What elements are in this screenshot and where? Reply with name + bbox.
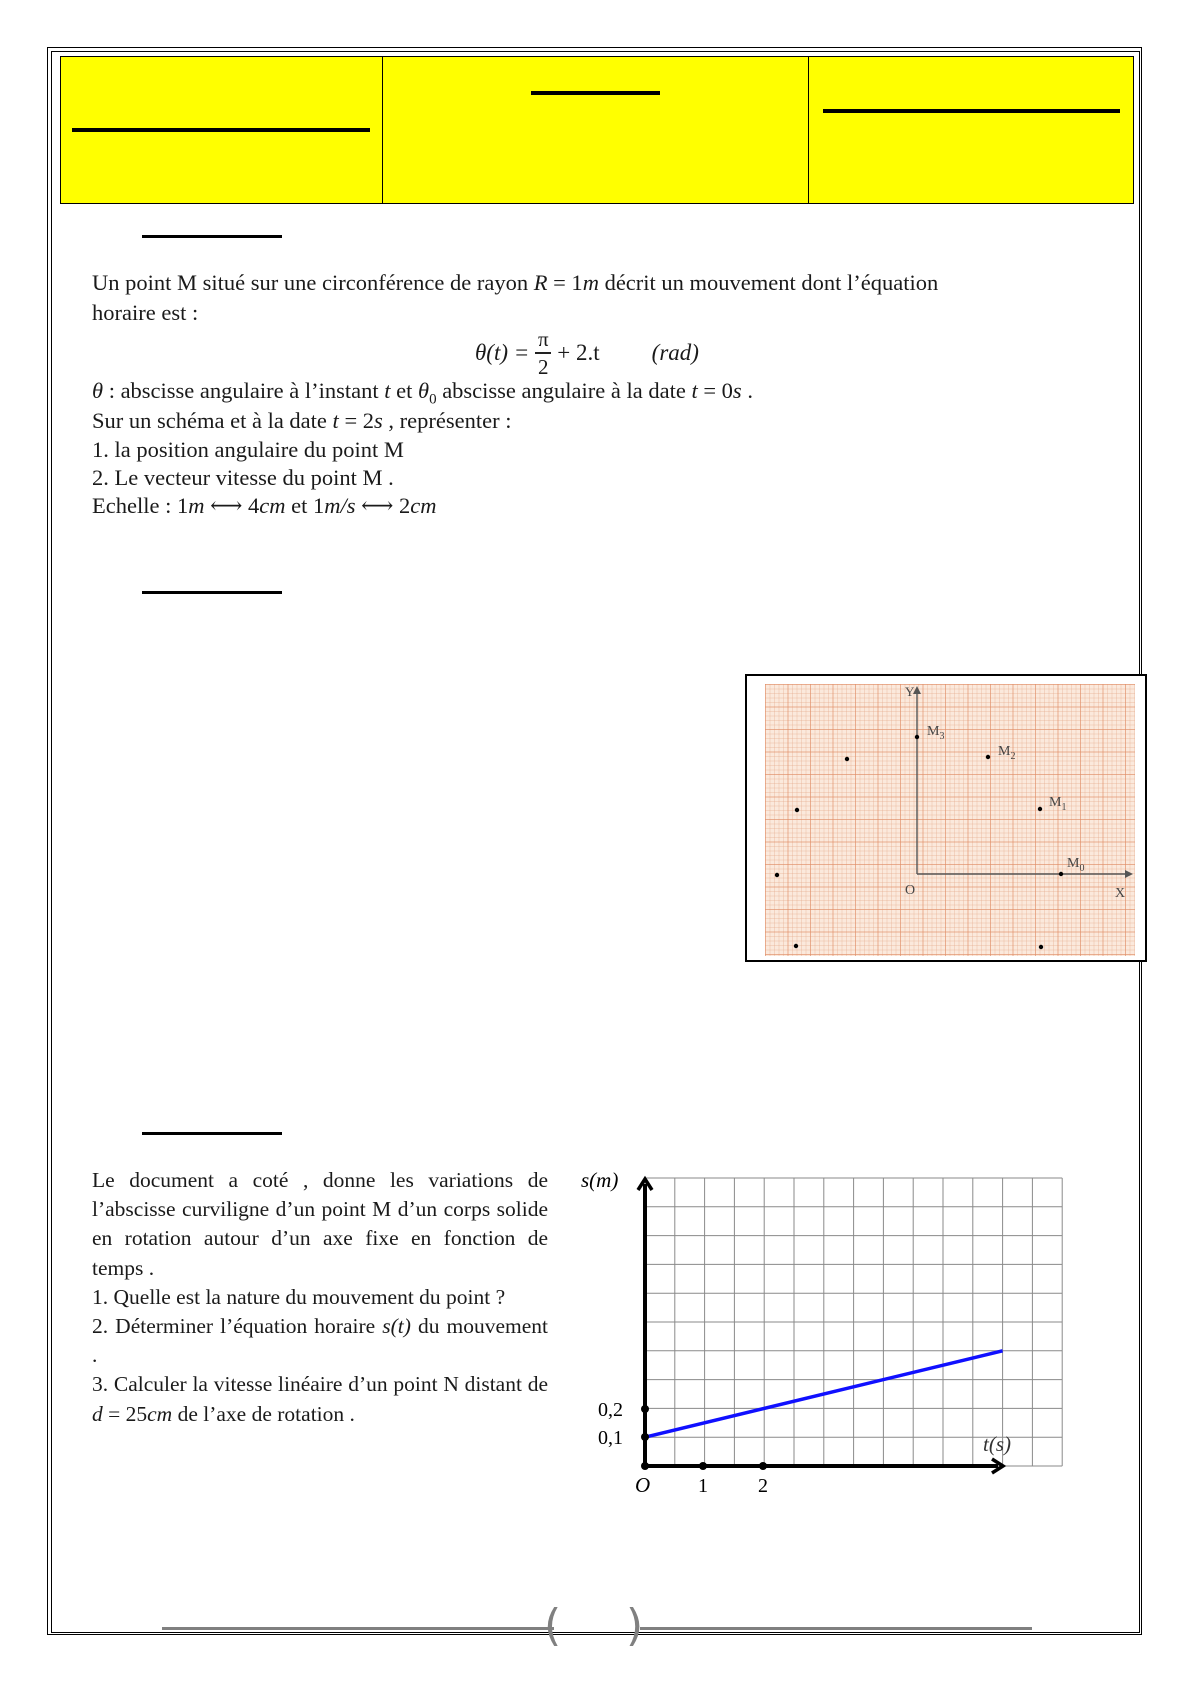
text: : abscisse angulaire à l’instant [103, 378, 385, 403]
fraction-numerator: π [537, 327, 549, 352]
fraction-denominator: 2 [538, 354, 549, 379]
math: s(t) [382, 1314, 411, 1339]
header-table [60, 56, 1134, 204]
label-M1: $M_1$ [1049, 795, 1067, 813]
unit: m [582, 270, 599, 295]
text: . [741, 378, 753, 403]
point [775, 873, 779, 877]
x-axis-label: X [1115, 886, 1126, 901]
header-cell-center [382, 57, 808, 203]
text: de l’axe de rotation . [172, 1401, 355, 1426]
trajectory-svg [765, 684, 1135, 956]
exercise3-paragraph: Le document a coté , donne les variations de l’abscisse curviligne d’un point M d’un corps solide en rotation autour d’un axe fixe en fonction de temps . [92, 1168, 548, 1280]
tick-origin [641, 1462, 649, 1470]
exercise1-title-underline [142, 235, 282, 238]
theta0: θ [418, 378, 430, 403]
fraction-bar [535, 352, 551, 354]
header-cell-right [808, 57, 1133, 203]
exercise1-item2: 2. Le vecteur vitesse du point M . [92, 465, 394, 490]
exercise3-text [92, 1166, 548, 1429]
exercise1-scale [92, 491, 437, 521]
point [845, 757, 849, 761]
point-M0 [1059, 872, 1063, 876]
equation-lhs: θ(t) = [475, 340, 530, 365]
exercise1-line4 [92, 406, 511, 436]
unit: m/s [324, 493, 356, 518]
abscissa-time-chart [570, 1150, 1090, 1510]
tick-t1 [699, 1462, 707, 1470]
text: = 25 [102, 1401, 148, 1426]
header-right-underline [823, 109, 1120, 113]
unit: cm [259, 493, 286, 518]
exercise3-question2 [92, 1312, 548, 1370]
var-t: t [384, 378, 391, 403]
tick-s01 [641, 1433, 649, 1441]
fraction [535, 328, 551, 378]
point [1039, 945, 1043, 949]
var-d: d [92, 1401, 103, 1426]
text: Un point M situé sur une circonférence de rayon [92, 270, 529, 295]
text: et 1 [285, 493, 325, 518]
graph-paper [765, 684, 1135, 956]
tick-t2 [759, 1462, 767, 1470]
exercise2-title-underline [142, 591, 282, 594]
label-M0: $M_0$ [1067, 856, 1085, 874]
exercise1-line1 [92, 268, 938, 298]
point [794, 944, 798, 948]
tick-s02 [641, 1405, 649, 1413]
theta: θ [92, 378, 104, 403]
unit: cm [410, 493, 437, 518]
unit: m [188, 493, 205, 518]
label-M3: $M_3$ [927, 724, 945, 742]
angular-equation [475, 326, 699, 380]
text: 3. Calculer la vitesse linéaire d’un point N distant de [92, 1372, 548, 1397]
unit: s [374, 408, 383, 433]
header-left-underline [72, 128, 370, 132]
var-t: t [332, 408, 339, 433]
y-axis-label: s(m) [581, 1168, 619, 1192]
point-M1 [1038, 807, 1042, 811]
footer-line-left [162, 1627, 554, 1630]
footer-left-brace-icon: ( [544, 1600, 562, 1651]
tick-label-t1: 1 [698, 1475, 708, 1497]
text: et [390, 378, 418, 403]
origin-label: O [905, 883, 916, 898]
text: = 2 [338, 408, 375, 433]
text: = 0 [697, 378, 733, 403]
equation-rhs: + 2.t [557, 340, 600, 365]
text: Sur un schéma et à la date [92, 408, 333, 433]
tick-label-s01: 0,1 [598, 1427, 623, 1449]
y-axis-label: Y [905, 684, 915, 699]
equation-unit: (rad) [651, 340, 699, 365]
header-cell-left [61, 57, 382, 203]
exercise3-question1: 1. Quelle est la nature du mouvement du point ? [92, 1284, 506, 1309]
text: = 1 [547, 270, 583, 295]
text: abscisse angulaire à la date [436, 378, 692, 403]
point-M3 [915, 735, 919, 739]
text: Echelle : 1 [92, 493, 189, 518]
text: 2. Déterminer l’équation horaire [92, 1314, 383, 1339]
text: ⟷ 2 [355, 493, 411, 518]
trajectory-figure [745, 674, 1147, 962]
header-center-underline [531, 91, 660, 95]
var-R: R [533, 270, 548, 295]
tick-label-t2: 2 [758, 1475, 768, 1497]
footer-right-brace-icon: ) [626, 1600, 644, 1651]
exercise3-question3 [92, 1370, 548, 1428]
text: décrit un mouvement dont l’équation [598, 270, 939, 295]
exercise1-item1: 1. la position angulaire du point M [92, 437, 404, 462]
tick-label-s02: 0,2 [598, 1399, 623, 1421]
point-M2 [986, 755, 990, 759]
footer-line-right [640, 1627, 1032, 1630]
text: du mouvement . [92, 1314, 548, 1368]
label-M2: $M_2$ [998, 744, 1016, 762]
var-t: t [691, 378, 698, 403]
subscript: 0 [429, 391, 437, 408]
text: , représenter : [382, 408, 512, 433]
tick-label-origin: O [635, 1473, 651, 1497]
x-axis-label: t(s) [983, 1432, 1011, 1456]
unit: s [732, 378, 742, 403]
text: ⟷ 4 [204, 493, 260, 518]
exercise3-title-underline [142, 1132, 282, 1135]
x-axis-arrow-icon [1125, 870, 1133, 878]
point [795, 808, 799, 812]
exercise1-line2: horaire est : [92, 300, 199, 325]
unit: cm [147, 1401, 173, 1426]
